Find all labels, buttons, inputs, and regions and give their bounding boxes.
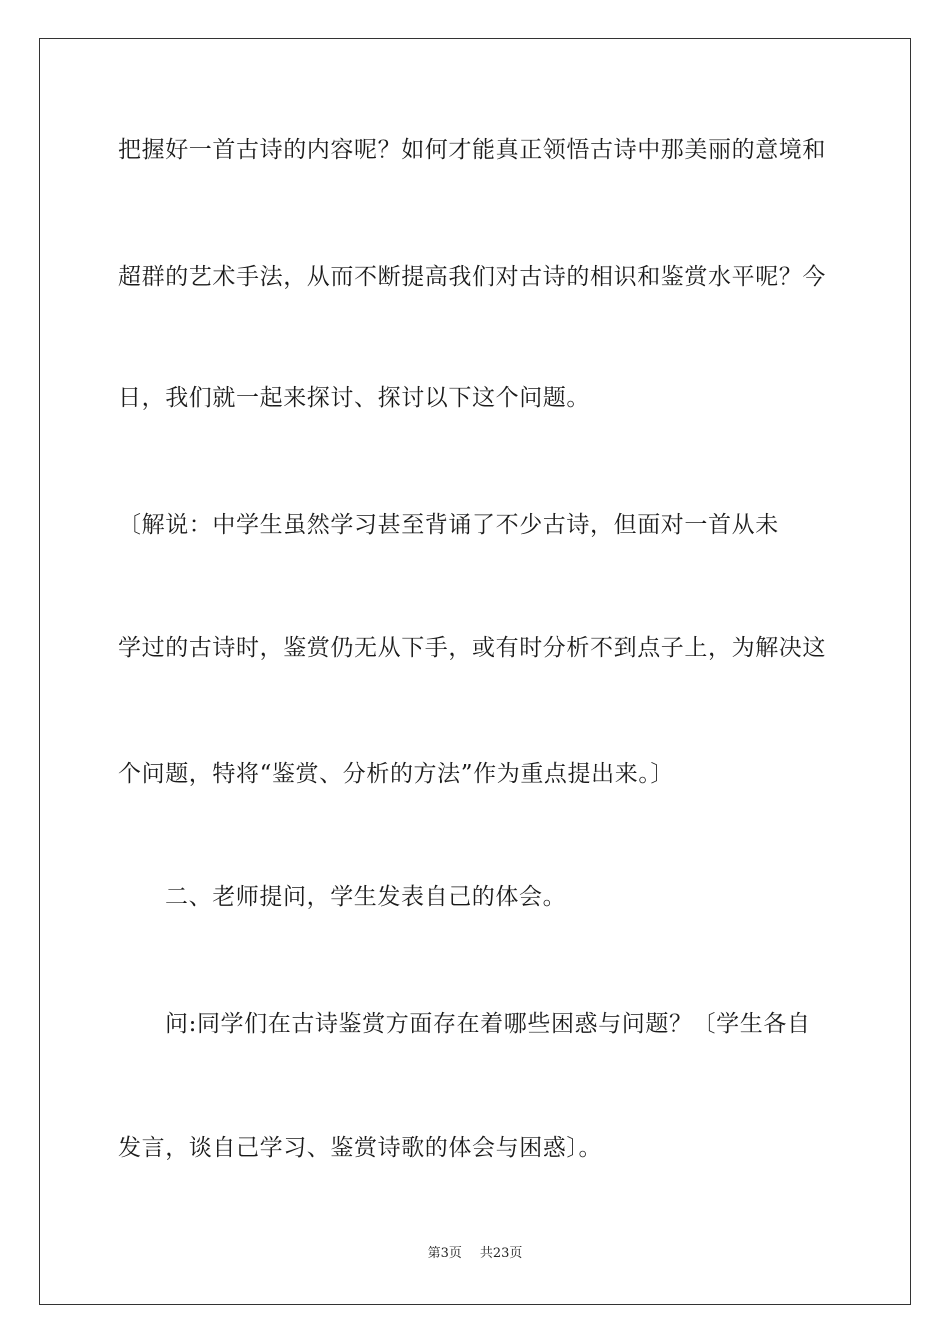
text-line: 日，我们就一起来探讨、探讨以下这个问题。 (118, 385, 590, 411)
page-total: 共23页 (479, 1246, 523, 1261)
page-footer (0, 1245, 950, 1263)
text-line: 发言，谈自己学习、鉴赏诗歌的体会与困惑〕。 (118, 1135, 603, 1161)
text-line: 个问题，特将“鉴赏、分析的方法”作为重点提出来。〕 (118, 761, 675, 787)
text-line: 学过的古诗时，鉴赏仍无从下手，或有时分析不到点子上，为解决这 (118, 635, 826, 661)
text-line: 超群的艺术手法，从而不断提高我们对古诗的相识和鉴赏水平呢？今 (118, 264, 826, 290)
text-line: 〔解说：中学生虽然学习甚至背诵了不少古诗，但面对一首从未 (118, 512, 779, 538)
text-line: 把握好一首古诗的内容呢？如何才能真正领悟古诗中那美丽的意境和 (118, 137, 826, 163)
page-border (39, 38, 911, 1305)
section-heading: 二、老师提问，学生发表自己的体会。 (165, 884, 567, 910)
text-line: 问:同学们在古诗鉴赏方面存在着哪些困惑与问题？〔学生各自 (165, 1011, 811, 1037)
page-number: 第3页 (427, 1246, 462, 1261)
